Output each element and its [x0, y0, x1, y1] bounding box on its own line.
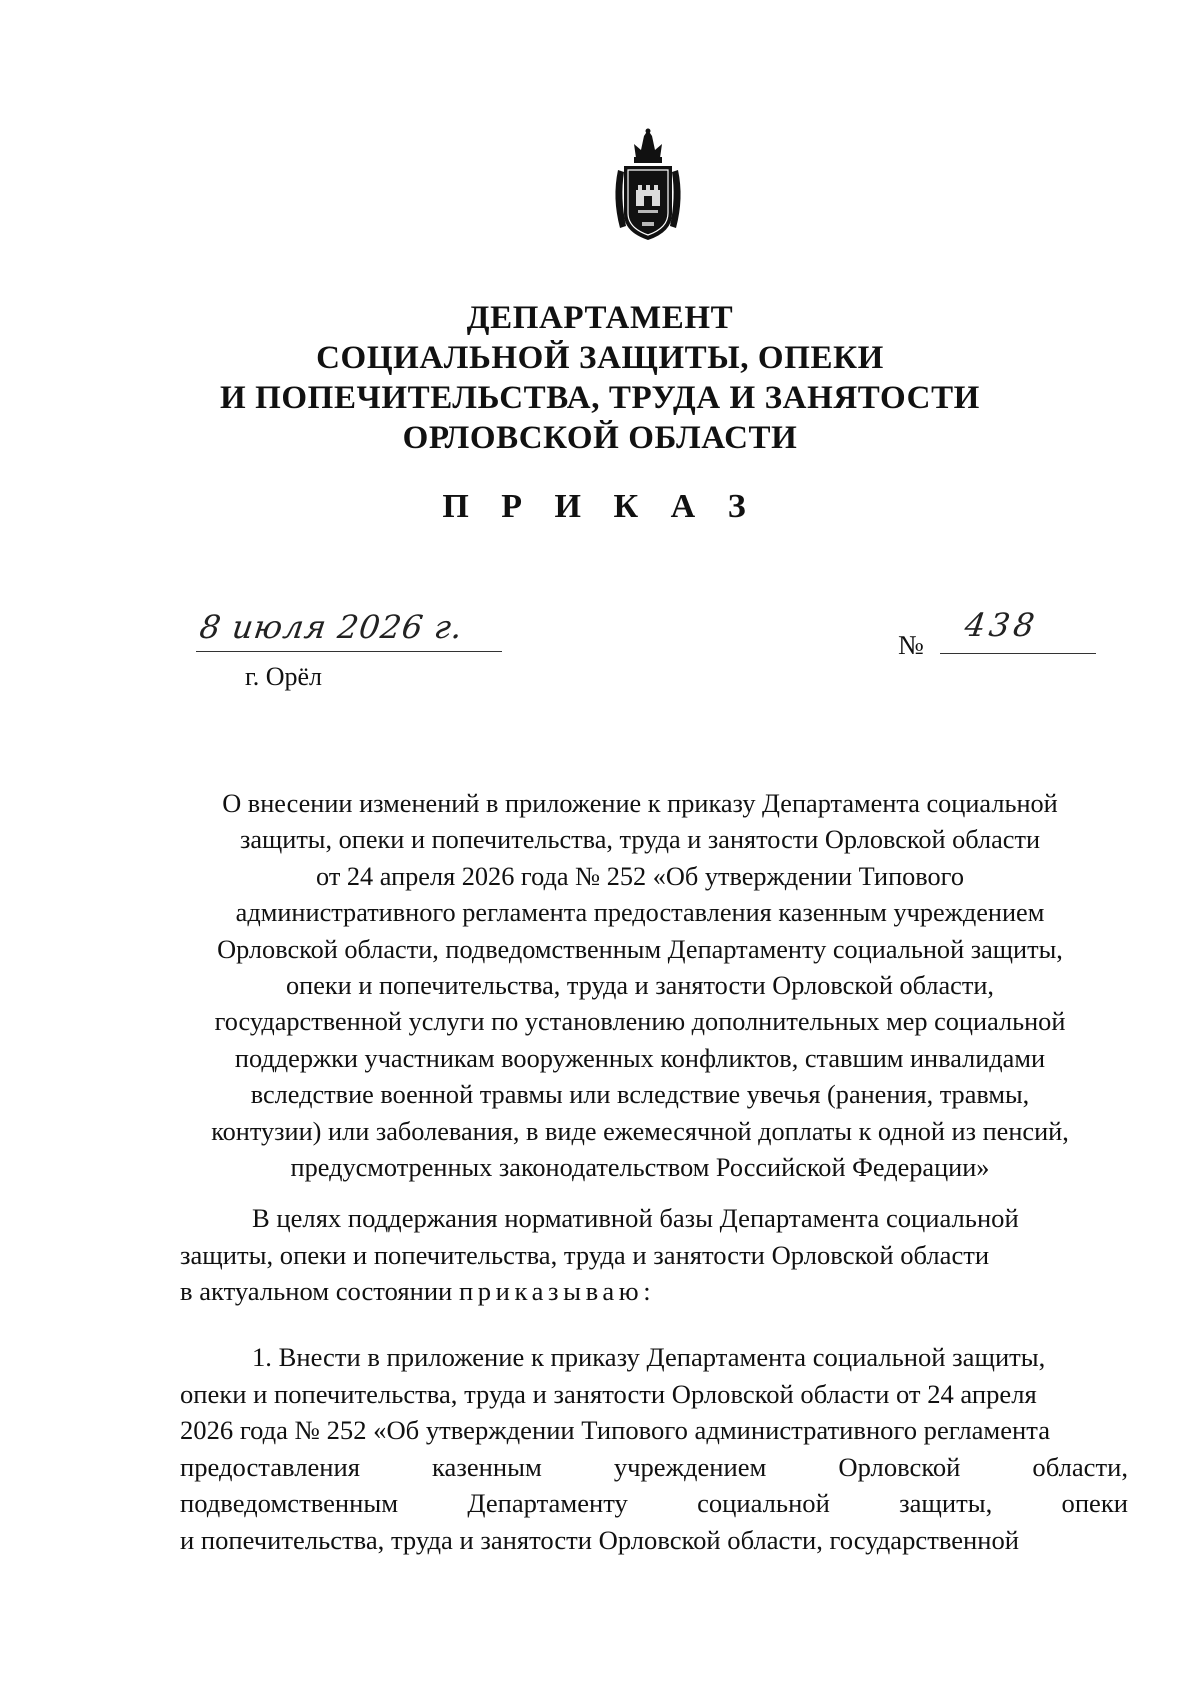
document-type-title: П Р И К А З	[442, 488, 758, 525]
order-verb: приказываю	[458, 1276, 644, 1306]
item-1-paragraph	[180, 1339, 1128, 1558]
header-line: ДЕПАРТАМЕНТ	[466, 300, 734, 336]
preamble-paragraph	[180, 1200, 1128, 1310]
subject-line: государственной услуги по установлению дополнительных мер социальной	[214, 1007, 1066, 1037]
preamble-colon: :	[643, 1276, 651, 1306]
coat-of-arms-icon	[610, 128, 686, 246]
preamble-line: В целях поддержания нормативной базы Департамента социальной	[252, 1203, 1019, 1233]
subject-line: опеки и попечительства, труда и занятости Орловской области,	[286, 971, 994, 1001]
word: социальной	[697, 1488, 830, 1518]
number-handwritten: 438	[962, 606, 1041, 644]
preamble-text: в актуальном состоянии	[180, 1276, 459, 1306]
subject-line: предусмотренных законодательством Российской Федерации»	[290, 1153, 990, 1183]
preamble-line	[180, 1273, 1128, 1310]
subject-line: от 24 апреля 2026 года № 252 «Об утверждении Типового	[316, 861, 964, 891]
header-line: СОЦИАЛЬНОЙ ЗАЩИТЫ, ОПЕКИ	[316, 340, 884, 376]
date-handwritten: 8 июля 2026 г.	[197, 608, 466, 646]
preamble-line: защиты, опеки и попечительства, труда и занятости Орловской области	[180, 1239, 990, 1270]
word: предоставления	[180, 1451, 361, 1482]
order-subject	[160, 786, 1120, 1186]
header-line: И ПОПЕЧИТЕЛЬСТВА, ТРУДА И ЗАНЯТОСТИ	[220, 380, 980, 416]
date-underline	[196, 651, 502, 652]
item-line: и попечительства, труда и занятости Орловской области, государственной	[180, 1524, 1020, 1555]
subject-line: вследствие военной травмы или вследствие увечья (ранения, травмы,	[250, 1080, 1030, 1110]
subject-line: контузии) или заболевания, в виде ежемесячной доплаты к одной из пенсий,	[211, 1116, 1069, 1146]
number-label: №	[898, 630, 924, 660]
word: области,	[1032, 1451, 1128, 1482]
subject-line: защиты, опеки и попечительства, труда и занятости Орловской области	[239, 825, 1041, 855]
subject-line: Орловской области, подведомственным Департаменту социальной защиты,	[217, 934, 1063, 964]
word: подведомственным	[180, 1488, 399, 1518]
subject-line: поддержки участникам вооруженных конфликтов, ставшим инвалидами	[234, 1043, 1046, 1073]
word: опеки	[1061, 1488, 1128, 1518]
number-underline	[940, 653, 1096, 654]
item-line: 1. Внести в приложение к приказу Департамента социальной защиты,	[252, 1342, 1046, 1372]
word: учреждением	[613, 1451, 767, 1482]
item-line: 2026 года № 252 «Об утверждении Типового административного регламента	[180, 1415, 1051, 1445]
subject-line: О внесении изменений в приложение к приказу Департамента социальной	[222, 789, 1058, 818]
item-line-justified	[180, 1449, 1128, 1486]
header-line: ОРЛОВСКОЙ ОБЛАСТИ	[402, 420, 798, 456]
subject-line: административного регламента предоставления казенным учреждением	[235, 898, 1045, 928]
word: казенным	[432, 1451, 542, 1482]
word: Орловской	[838, 1451, 961, 1482]
city-label: г. Орёл	[245, 662, 323, 691]
item-line: опеки и попечительства, труда и занятости Орловской области от 24 апреля	[180, 1378, 1037, 1409]
item-line-justified	[180, 1485, 1128, 1522]
word: Департаменту	[467, 1488, 628, 1518]
word: защиты,	[899, 1488, 993, 1518]
department-header	[0, 298, 1200, 458]
